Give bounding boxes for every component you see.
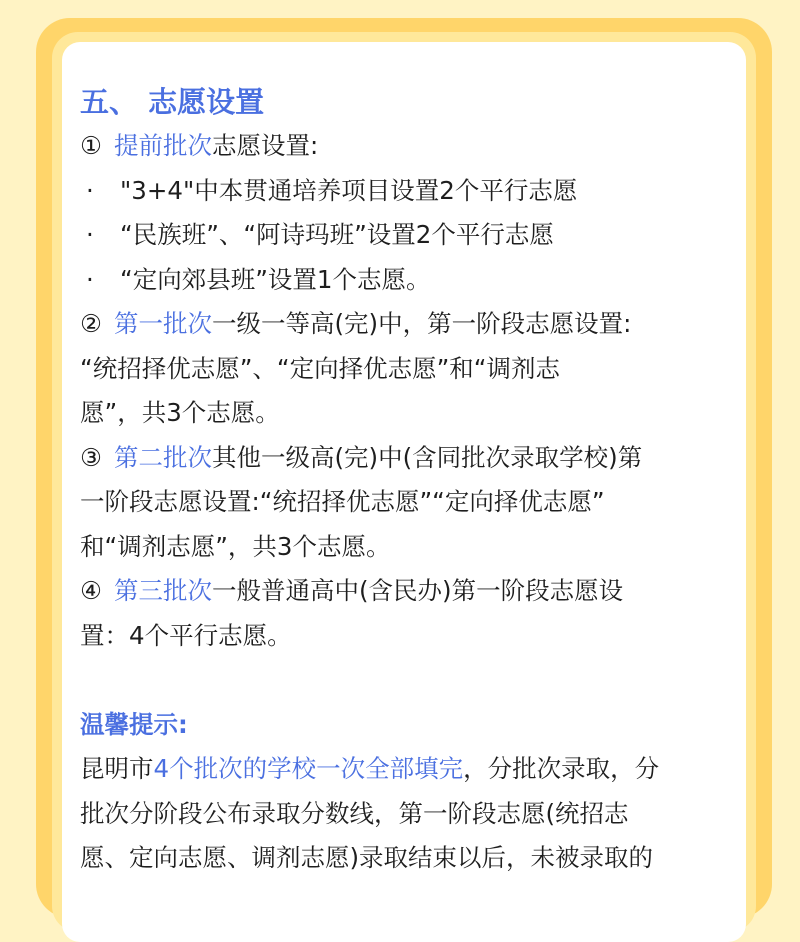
item-3-line-1 bbox=[80, 436, 752, 481]
item-4-number: ④ bbox=[80, 576, 102, 605]
spacer bbox=[80, 658, 752, 703]
tip-line-2: 批次分阶段公布录取分数线，第一阶段志愿(统招志 bbox=[80, 798, 629, 828]
item-3-line-3: 和“调剂志愿”，共3个志愿。 bbox=[80, 531, 391, 561]
bullet-dot: · bbox=[86, 175, 94, 205]
bullet-item bbox=[80, 169, 752, 214]
tip-suffix: ，分批次录取，分 bbox=[463, 754, 660, 783]
bullet-text: “定向郊县班”设置1个志愿。 bbox=[120, 264, 431, 294]
item-2-text: 一级一等高(完)中，第一阶段志愿设置: bbox=[212, 309, 632, 338]
tip-line-3: 愿、定向志愿、调剂志愿)录取结束以后，未被录取的 bbox=[80, 843, 654, 872]
bullet-text: “民族班”、“阿诗玛班”设置2个平行志愿 bbox=[120, 220, 554, 249]
tip-line-1 bbox=[80, 747, 752, 792]
bullet-dot: · bbox=[86, 220, 94, 249]
bullet-item bbox=[80, 213, 752, 258]
bullet-dot: · bbox=[86, 264, 94, 294]
section-heading: 五、 志愿设置 bbox=[80, 85, 265, 119]
item-1-number: ① bbox=[80, 131, 102, 160]
tip-prefix: 昆明市 bbox=[80, 754, 154, 783]
item-3-number: ③ bbox=[80, 442, 102, 472]
item-1-batch: 提前批次 bbox=[114, 131, 212, 160]
item-1-text: 志愿设置: bbox=[212, 131, 319, 160]
content-body bbox=[80, 76, 752, 881]
item-2-line-1 bbox=[80, 302, 752, 347]
item-3-line-2: 一阶段志愿设置:“统招择优志愿”“定向择优志愿” bbox=[80, 487, 605, 516]
bullet-item bbox=[80, 258, 752, 303]
item-4-batch: 第三批次 bbox=[114, 576, 212, 605]
item-1-line bbox=[80, 124, 752, 169]
item-4-line-2: 置：4个平行志愿。 bbox=[80, 620, 292, 650]
item-2-line-2: “统招择优志愿”、“定向择优志愿”和“调剂志 bbox=[80, 353, 560, 383]
item-4-text: 一般普通高中(含民办)第一阶段志愿设 bbox=[212, 576, 624, 605]
item-3-batch: 第二批次 bbox=[114, 442, 212, 472]
tip-highlight: 4个批次的学校一次全部填完 bbox=[153, 754, 464, 783]
tip-title: 温馨提示: bbox=[80, 709, 188, 739]
bullet-text: "3+4"中本贯通培养项目设置2个平行志愿 bbox=[120, 175, 578, 205]
item-2-line-3: 愿”，共3个志愿。 bbox=[80, 398, 280, 427]
item-3-text: 其他一级高(完)中(含同批次录取学校)第 bbox=[212, 442, 643, 472]
item-2-batch: 第一批次 bbox=[114, 309, 212, 338]
item-4-line-1 bbox=[80, 569, 752, 614]
item-2-number: ② bbox=[80, 309, 102, 338]
